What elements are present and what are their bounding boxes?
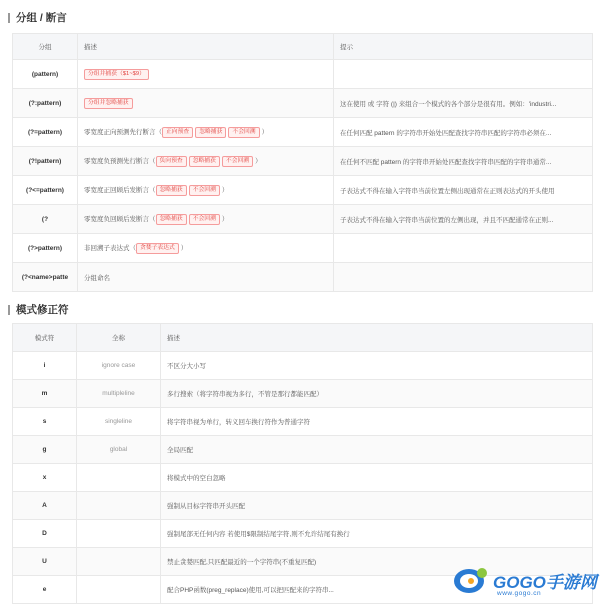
modifier-fullname (77, 492, 161, 520)
group-description (78, 118, 334, 147)
table-row (13, 492, 593, 520)
group-description (78, 89, 334, 118)
table-row (13, 176, 593, 205)
section-title-text: 模式修正符 (16, 304, 69, 316)
group-description (78, 263, 334, 292)
watermark-url: www.gogo.cn (497, 590, 542, 597)
table-row (13, 205, 593, 234)
section-title-text: 分组 / 断言 (16, 12, 67, 24)
group-pattern: (pattern) (13, 60, 78, 89)
section-title-groups (8, 10, 67, 25)
group-tip: 在任何不匹配 pattern 的字符串开始处匹配查找字符串匹配的字符串通常... (334, 147, 593, 176)
modifier-description: 将模式中的空白忽略 (161, 464, 593, 492)
group-pattern: (?>pattern) (13, 234, 78, 263)
modifier-flag: U (13, 548, 77, 576)
group-pattern: (?!pattern) (13, 147, 78, 176)
header-desc: 描述 (78, 34, 334, 60)
table-header-row (13, 34, 593, 60)
description-tag: 分组并忽略捕获 (84, 98, 133, 109)
group-tip (334, 263, 593, 292)
description-text: 零宽度负回顾后发断言（ (84, 215, 156, 223)
modifier-flag: A (13, 492, 77, 520)
groups-table (12, 33, 593, 292)
table-row (13, 60, 593, 89)
modifier-description: 不区分大小写 (161, 352, 593, 380)
table-row (13, 89, 593, 118)
table-row (13, 520, 593, 548)
description-tag: 负向预查 (156, 156, 187, 167)
gogo-logo-icon (451, 564, 491, 596)
description-tag: 分组并捕获（$1~$9） (84, 69, 149, 80)
group-pattern: (?=pattern) (13, 118, 78, 147)
group-tip (334, 234, 593, 263)
modifier-flag: i (13, 352, 77, 380)
modifier-fullname (77, 548, 161, 576)
description-tag: 不会回溯 (228, 127, 259, 138)
header-group: 分组 (13, 34, 78, 60)
modifier-flag: x (13, 464, 77, 492)
modifier-description: 多行搜索（将字符串视为多行，不管是那行都能匹配） (161, 380, 593, 408)
modifier-flag: e (13, 576, 77, 604)
table-row (13, 234, 593, 263)
description-tag: 忽略捕获 (189, 156, 220, 167)
group-tip: 子表达式不得在输入字符串当前位置左侧出现通常在正则表达式的开头使用 (334, 176, 593, 205)
modifier-fullname: singleline (77, 408, 161, 436)
closing-paren: ） (255, 157, 262, 165)
modifier-flag: s (13, 408, 77, 436)
description-text: 零宽度正回顾后发断言（ (84, 186, 156, 194)
header-tip: 提示 (334, 34, 593, 60)
modifier-fullname: global (77, 436, 161, 464)
table-row (13, 263, 593, 292)
closing-paren: ） (261, 128, 269, 136)
closing-paren: ） (180, 244, 188, 252)
description-text: 零宽度正向预测先行断言（ (84, 128, 162, 136)
table-row (13, 408, 593, 436)
modifier-fullname (77, 520, 161, 548)
modifier-description: 强制从目标字符串开头匹配 (161, 492, 593, 520)
group-pattern: (?:pattern) (13, 89, 78, 118)
modifier-description: 强制尾部无任何内容 若使用$限制结尾字符,则不允许结尾有换行 (161, 520, 593, 548)
group-pattern: (?<=pattern) (13, 176, 78, 205)
table-row (13, 352, 593, 380)
section-marker-icon (8, 13, 10, 23)
modifier-fullname (77, 464, 161, 492)
group-tip (334, 60, 593, 89)
modifier-flag: m (13, 380, 77, 408)
group-description (78, 60, 334, 89)
group-tip: 这在使用 或 字符 (|) 来组合一个模式的各个部分是很有用。例如：'industri... (334, 89, 593, 118)
description-tag: 不会回溯 (189, 185, 220, 196)
header-desc: 描述 (161, 324, 593, 352)
description-tag: 不会回溯 (189, 214, 220, 225)
watermark (451, 562, 601, 606)
modifier-flag: g (13, 436, 77, 464)
table-row (13, 380, 593, 408)
description-text: 零宽度负预测先行断言（ (84, 157, 156, 165)
modifier-description: 全局匹配 (161, 436, 593, 464)
header-fullname: 全称 (77, 324, 161, 352)
description-text: 分组命名 (84, 274, 110, 282)
description-tag: 不会回溯 (222, 156, 253, 167)
description-text: 非回溯子表达式（ (84, 244, 136, 252)
group-description (78, 205, 334, 234)
modifier-fullname: ignore case (77, 352, 161, 380)
table-row (13, 436, 593, 464)
modifier-description: 将字符串视为单行，转义回车换行符作为普通字符 (161, 408, 593, 436)
modifier-fullname (77, 576, 161, 604)
closing-paren: ） (221, 215, 229, 223)
group-description (78, 176, 334, 205)
modifier-description: 禁止贪婪匹配,只匹配最近的一个字符串(不重复匹配) (161, 548, 593, 576)
group-tip: 在任何匹配 pattern 的字符串开始处匹配查找字符串匹配的字符串必须在... (334, 118, 593, 147)
modifier-flag: D (13, 520, 77, 548)
table-row (13, 118, 593, 147)
table-header-row (13, 324, 593, 352)
group-description (78, 234, 334, 263)
section-title-modifiers (8, 302, 69, 317)
modifier-description: 配合PHP函数(preg_replace)使用,可以把匹配来的字符串... (161, 576, 593, 604)
modifier-fullname: multipleline (77, 380, 161, 408)
section-marker-icon (8, 305, 10, 315)
group-pattern: (? (13, 205, 78, 234)
closing-paren: ） (221, 186, 229, 194)
table-row (13, 147, 593, 176)
group-description (78, 147, 334, 176)
description-tag: 忽略捕获 (156, 214, 187, 225)
description-tag: 正向预查 (162, 127, 193, 138)
table-row (13, 464, 593, 492)
header-flag: 模式符 (13, 324, 77, 352)
group-tip: 子表达式不得在输入字符串当前位置的左侧出现，并且不匹配通常在正则... (334, 205, 593, 234)
description-tag: 忽略捕获 (195, 127, 226, 138)
group-pattern: (?<name>patte (13, 263, 78, 292)
watermark-brand: GOGO手游网 (493, 573, 597, 592)
description-tag: 忽略捕获 (156, 185, 187, 196)
description-tag: 贪婪子表达式 (136, 243, 179, 254)
